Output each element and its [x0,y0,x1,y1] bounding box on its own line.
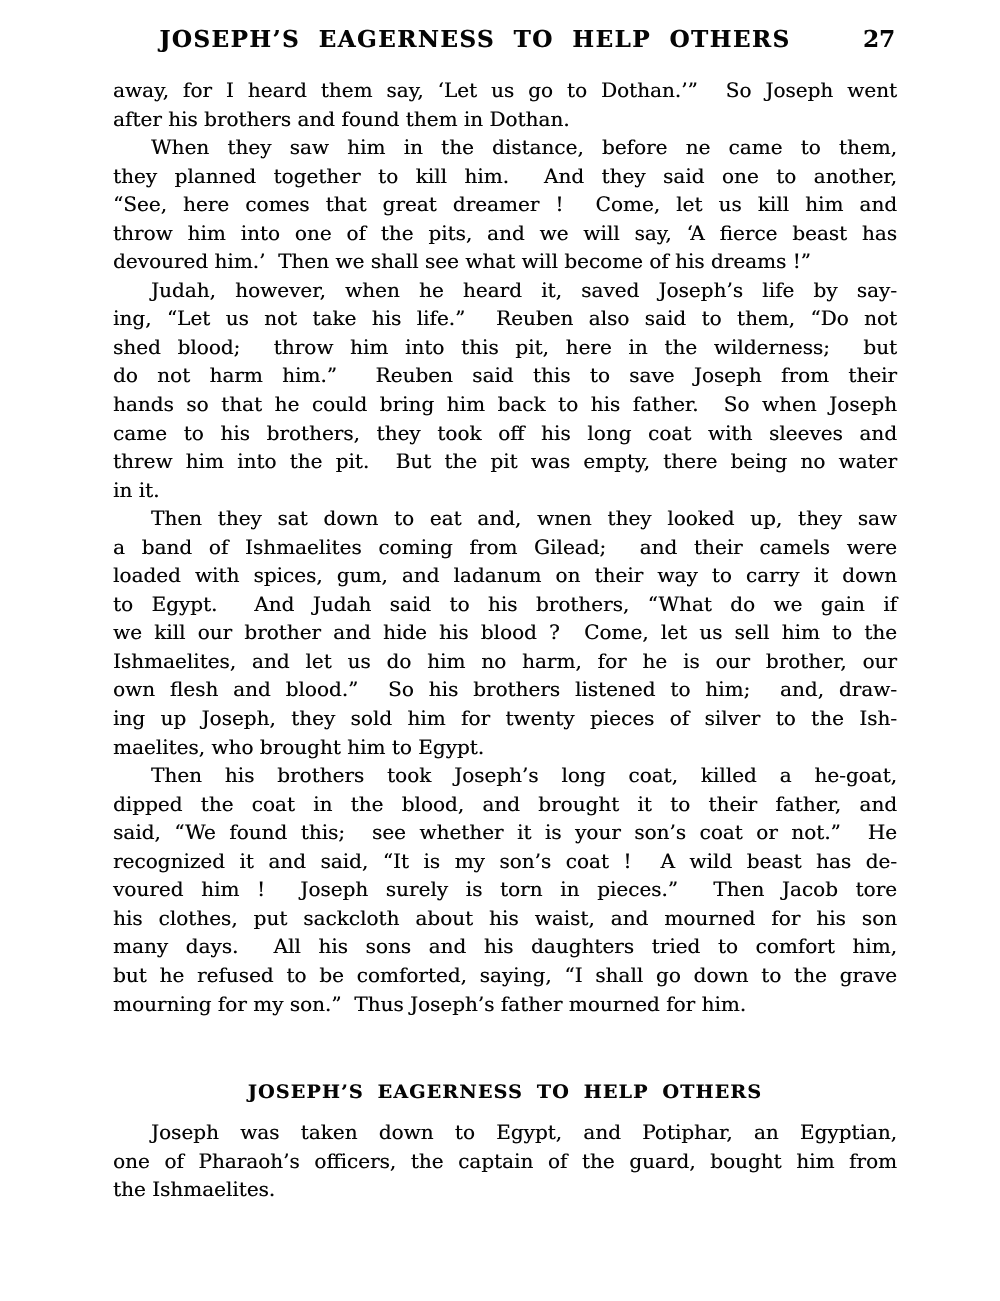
text-line: Joseph was taken down to Egypt, and Potiphar, an Egyptian, [151,1120,897,1145]
running-header-title: JOSEPH’S EAGERNESS TO HELP OTHERS [159,26,791,53]
text-line: throw him into one of the pits, and we will say, ‘A fierce beast has [113,220,897,245]
text-line: devoured him.’ Then we shall see what will become of his dreams !” [113,249,811,274]
text-line: dipped the coat in the blood, and brought it to their father, and [113,791,897,816]
text-line: the Ishmaelites. [113,1177,276,1202]
text-line: hands so that he could bring him back to his father. So when Joseph [113,392,897,417]
text-line: Then they sat down to eat and, wnen they looked up, they saw [151,506,897,531]
text-line: do not harm him.” Reuben said this to save Joseph from their [113,363,897,388]
text-line: threw him into the pit. But the pit was empty, there being no water [113,449,897,474]
text-line: came to his brothers, they took off his long coat with sleeves and [113,420,897,445]
text-line: own flesh and blood.” So his brothers listened to him; and, draw- [113,677,897,702]
text-line: they planned together to kill him. And they said one to another, [113,163,897,188]
text-line: a band of Ishmaelites coming from Gilead; and their camels were [113,534,897,559]
text-line: after his brothers and found them in Dothan. [113,106,570,131]
text-line: ing up Joseph, they sold him for twenty pieces of silver to the Ish- [113,706,897,731]
running-header [113,26,897,56]
text-line: in it. [113,477,160,502]
text-line: many days. All his sons and his daughters tried to comfort him, [113,934,897,959]
text-line: shed blood; throw him into this pit, here in the wilderness; but [113,334,897,359]
section-paragraphs [113,1118,897,1204]
text-line: loaded with spices, gum, and ladanum on their way to carry it down [113,563,897,588]
text-line: to Egypt. And Judah said to his brothers, “What do we gain if [113,591,897,616]
body-text [113,76,897,1204]
text-line: Then his brothers took Joseph’s long coat, killed a he-goat, [151,763,897,788]
text-line: “See, here comes that great dreamer ! Come, let us kill him and [113,192,897,217]
text-line: but he refused to be comforted, saying, “I shall go down to the grave [113,962,897,987]
section-heading: JOSEPH’S EAGERNESS TO HELP OTHERS [247,1081,763,1104]
text-line: his clothes, put sackcloth about his waist, and mourned for his son [113,905,897,930]
text-line: voured him ! Joseph surely is torn in pieces.” Then Jacob tore [113,877,897,902]
text-line: Judah, however, when he heard it, saved Joseph’s life by say- [151,277,897,302]
text-line: mourning for my son.” Thus Joseph’s father mourned for him. [113,991,747,1016]
text-line: When they saw him in the distance, before ne came to them, [151,135,897,160]
body-paragraphs [113,76,897,1018]
text-line: Ishmaelites, and let us do him no harm, for he is our brother, our [113,648,897,673]
text-line: away, for I heard them say, ‘Let us go to Dothan.’” So Joseph went [113,78,897,102]
text-line: ing, “Let us not take his life.” Reuben also said to them, “Do not [113,306,897,331]
text-line: recognized it and said, “It is my son’s coat ! A wild beast has de- [113,848,897,873]
text-line: said, “We found this; see whether it is your son’s coat or not.” He [113,820,897,845]
text-line: we kill our brother and hide his blood ? Come, let us sell him to the [113,620,897,645]
text-line: one of Pharaoh’s officers, the captain of the guard, bought him from [113,1148,897,1173]
page-number: 27 [862,26,895,53]
text-line: maelites, who brought him to Egypt. [113,734,485,759]
